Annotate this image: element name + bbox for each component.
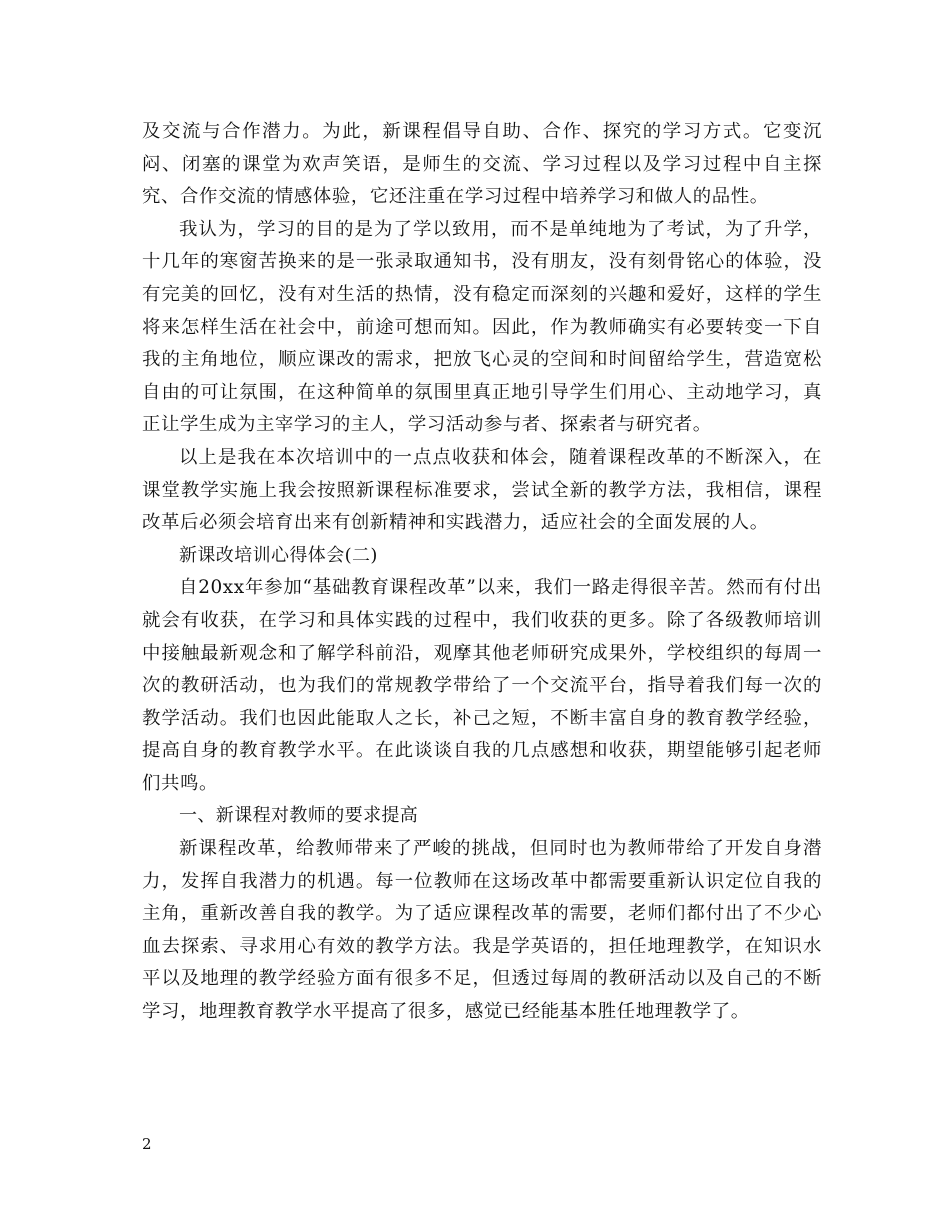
paragraph-learning-purpose: 我认为，学习的目的是为了学以致用，而不是单纯地为了考试，为了升学，十几年的寒窗苦换来的是一张录取通知书，没有朋友，没有刻骨铭心的体验，没有完美的回忆，没有对生活的热情，没有稳定而深刻的兴趣和爱好，这样的学生将来怎样生活在社会中，前途可想而知。因此，作为教师确实有必要转变一下自我的主角地位，顺应课改的需求，把放飞心灵的空间和时间留给学生，营造宽松自由的可让氛围，在这种简单的氛围里真正地引导学生们用心、主动地学习，真正让学生成为主宰学习的主人，学习活动参与者、探索者与研究者。	[142, 218, 822, 436]
paragraph-new-curriculum-challenge: 新课程改革，给教师带来了严峻的挑战，但同时也为教师带给了开发自身潜力，发挥自我潜力的机遇。每一位教师在这场改革中都需要重新认识定位自我的主角，重新改善自我的教学。为了适应课程改革的需要，老师们都付出了不少心血去探索、寻求用心有效的教学方法。我是学英语的，担任地理教学，在知识水平以及地理的教学经验方面有很多不足，但透过每周的教研活动以及自己的不断学习，地理教育教学水平提高了很多，感觉已经能基本胜任地理教学了。	[142, 838, 822, 1023]
paragraph-continuation: 及交流与合作潜力。为此，新课程倡导自助、合作、探究的学习方式。它变沉闷、闭塞的课堂为欢声笑语，是师生的交流、学习过程以及学习过程中自主探究、合作交流的情感体验，它还注重在学习过程中培养学习和做人的品性。	[142, 121, 822, 208]
paragraph-curriculum-reform: 自20xx年参加“基础教育课程改革”以来，我们一路走得很辛苦。然而有付出就会有收获，在学习和具体实践的过程中，我们收获的更多。除了各级教师培训中接触最新观念和了解学科前沿，观摩其他老师研究成果外，学校组织的每周一次的教研活动，也为我们的常规教学带给了一个交流平台，指导着我们每一次的教学活动。我们也因此能取人之长，补己之短，不断丰富自身的教育教学经验，提高自身的教育教学水平。在此谈谈自我的几点感想和收获，期望能够引起老师们共鸣。	[142, 577, 822, 794]
section-title-part-two: 新课改培训心得体会(二)	[179, 544, 378, 566]
document-body	[142, 116, 822, 1029]
page-number: 2	[142, 1135, 152, 1153]
paragraph-training-summary: 以上是我在本次培训中的一点点收获和体会，随着课程改革的不断深入，在课堂教学实施上我会按照新课程标准要求，尝试全新的教学方法，我相信，课程改革后必须会培育出来有创新精神和实践潜力，适应社会的全面发展的人。	[142, 446, 822, 534]
section-heading-teacher-requirements: 一、新课程对教师的要求提高	[179, 805, 419, 827]
